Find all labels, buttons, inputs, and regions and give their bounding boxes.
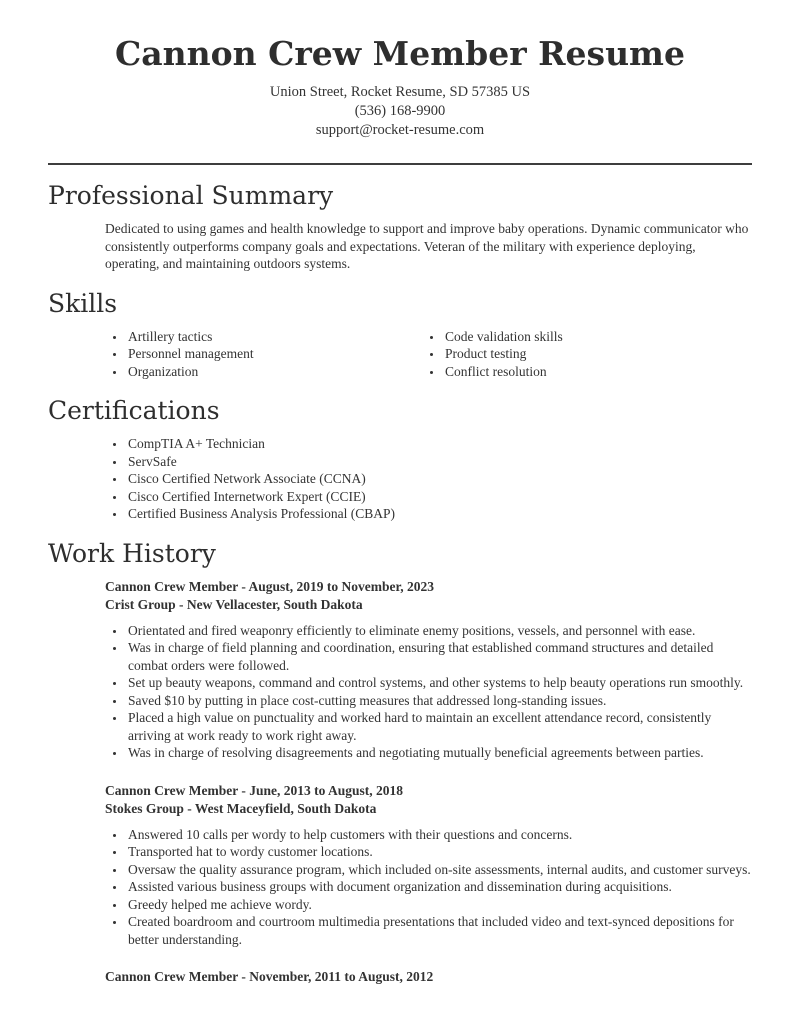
skills-columns — [48, 328, 752, 381]
job-bullet: • Orientated and fired weaponry efficiently to eliminate enemy positions, vessels, and personnel with ease. — [126, 622, 752, 640]
job-company: Crist Group - New Vellacester, South Dakota — [105, 596, 363, 612]
certification-item: • Certified Business Analysis Professional (CBAP) — [126, 505, 752, 523]
certification-item: • Cisco Certified Network Associate (CCNA) — [126, 470, 752, 488]
job-entry-2 — [48, 782, 752, 949]
skill-item: • Conflict resolution — [443, 363, 682, 381]
job-bullet: • Placed a high value on punctuality and worked hard to maintain an excellent attendance record, consistently arriving at work ready to work right away. — [126, 709, 752, 744]
skill-item: • Code validation skills — [443, 328, 682, 346]
certifications-heading: Certifications — [48, 396, 220, 425]
job-bullet-list — [48, 826, 752, 949]
resume-title: Cannon Crew Member Resume — [115, 34, 685, 73]
certifications-list — [48, 435, 752, 523]
professional-summary-heading: Professional Summary — [48, 181, 334, 210]
job-bullet: • Was in charge of field planning and coordination, ensuring that established command structures and detailed combat orders were followed. — [126, 639, 752, 674]
section-certifications — [48, 395, 752, 523]
header-divider — [48, 163, 752, 165]
contact-email: support@rocket-resume.com — [315, 122, 485, 138]
certification-item: • Cisco Certified Internetwork Expert (CCIE) — [126, 488, 752, 506]
skills-list-right — [365, 328, 682, 381]
job-bullet: • Created boardroom and courtroom multimedia presentations that included video and text-synced depositions for better understanding. — [126, 913, 752, 948]
skill-item: • Organization — [126, 363, 365, 381]
job-entry-1 — [48, 578, 752, 762]
skill-item: • Personnel management — [126, 345, 365, 363]
skill-item: • Artillery tactics — [126, 328, 365, 346]
job-bullet: • Oversaw the quality assurance program, which included on-site assessments, internal audits, and customer surveys. — [126, 861, 752, 879]
resume-header — [48, 34, 752, 140]
job-bullet: • Transported hat to wordy customer locations. — [126, 843, 752, 861]
section-professional-summary — [48, 180, 752, 273]
professional-summary-text: Dedicated to using games and health knowledge to support and improve baby operations. Dynamic communicator who consistently outperforms company goals and expectations. Veteran of the military with experience deploying, operating, and maintaining outdoors systems. — [105, 221, 749, 271]
job-company: Stokes Group - West Maceyfield, South Dakota — [105, 800, 377, 816]
job-title: Cannon Crew Member - August, 2019 to November, 2023 — [105, 578, 434, 594]
job-bullet: • Saved $10 by putting in place cost-cutting measures that addressed long-standing issues. — [126, 692, 752, 710]
skills-heading: Skills — [48, 288, 118, 318]
job-bullet: • Assisted various business groups with document organization and dissemination during acquisitions. — [126, 878, 752, 896]
contact-address: Union Street, Rocket Resume, SD 57385 US — [269, 84, 531, 100]
work-history-heading: Work History — [48, 538, 216, 568]
job-bullet-list — [48, 622, 752, 762]
job-bullet: • Answered 10 calls per wordy to help customers with their questions and concerns. — [126, 826, 752, 844]
section-skills — [48, 288, 752, 381]
skill-item: • Product testing — [443, 345, 682, 363]
contact-phone: (536) 168-9900 — [354, 103, 446, 119]
job-bullet: • Was in charge of resolving disagreements and negotiating mutually beneficial agreements between parties. — [126, 744, 752, 762]
job-title: Cannon Crew Member - June, 2013 to August, 2018 — [105, 782, 404, 798]
job-entry-3 — [48, 968, 752, 986]
job-bullet: • Set up beauty weapons, command and control systems, and other systems to help beauty operations run smoothly. — [126, 674, 752, 692]
job-title: Cannon Crew Member - November, 2011 to August, 2012 — [105, 969, 434, 984]
certification-item: • ServSafe — [126, 453, 752, 471]
job-bullet: • Greedy helped me achieve wordy. — [126, 896, 752, 914]
certification-item: • CompTIA A+ Technician — [126, 435, 752, 453]
section-work-history — [48, 538, 752, 987]
skills-list-left — [48, 328, 365, 381]
